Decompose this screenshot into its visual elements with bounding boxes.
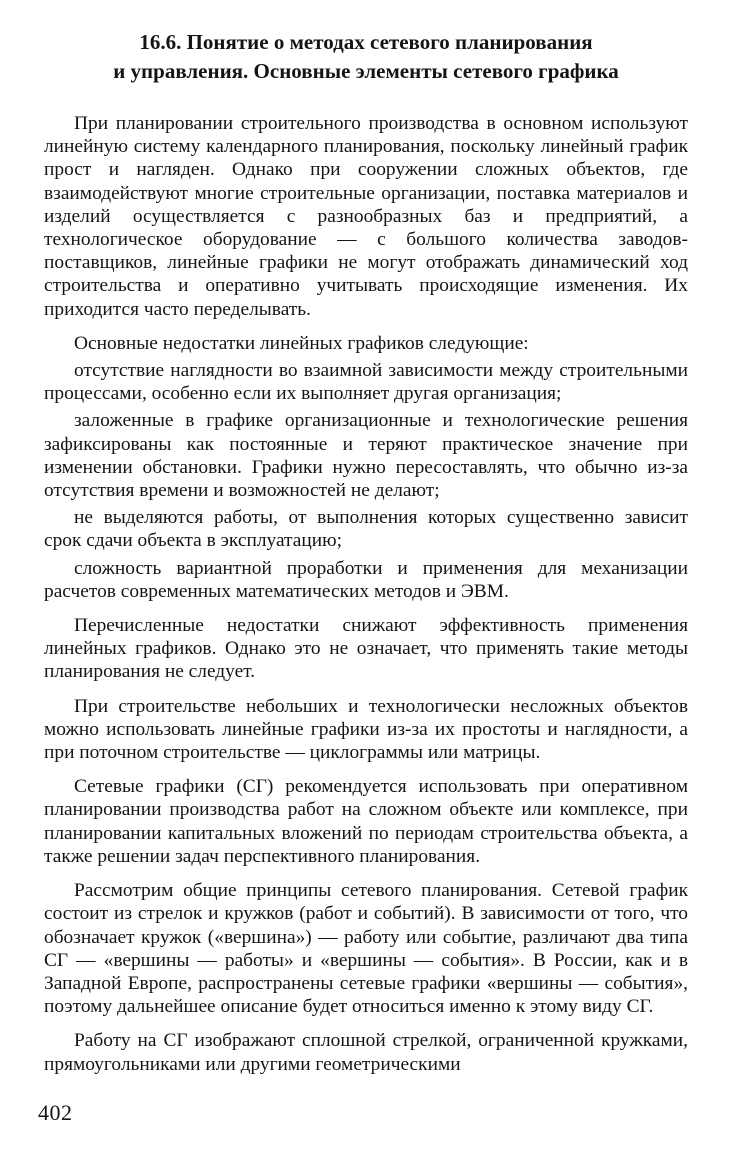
section-heading-line-1: 16.6. Понятие о методах сетевого планирования — [139, 30, 593, 54]
paragraph-network-graphs: Сетевые графики (СГ) рекомендуется использовать при оперативном планировании производства работ на сложном объекте или комплексе, при планировании капитальных вложений по периодам строительства объекта, а также решении задач перспективного планирования. — [44, 776, 688, 867]
page-number: 402 — [38, 1100, 73, 1125]
paragraph-effectiveness: Перечисленные недостатки снижают эффективность применения линейных графиков. Однако это не означает, что применять такие методы планирования не следует. — [44, 615, 688, 683]
list-item-drawback-1: отсутствие наглядности во взаимной зависимости между строительными процессами, особенно если их выполняет другая организация; — [44, 360, 688, 405]
section-heading — [44, 28, 688, 86]
paragraph-small-objects: При строительстве небольших и технологически несложных объектов можно использовать линейные графики из-за их простоты и наглядности, а при поточном строительстве — циклограммы или матрицы. — [44, 695, 688, 764]
paragraph-work-arrows: Работу на СГ изображают сплошной стрелкой, ограниченной кружками, прямоугольниками или другими геометрическими — [44, 1030, 688, 1075]
section-heading-line-2: и управления. Основные элементы сетевого графика — [113, 59, 619, 83]
paragraph-drawbacks-lead: Основные недостатки линейных графиков следующие: — [74, 332, 529, 354]
page-content — [44, 28, 688, 1087]
paragraph-principles: Рассмотрим общие принципы сетевого планирования. Сетевой график состоит из стрелок и кружков (работ и событий). В зависимости от того, что обозначает кружок («вершина») — работу или событие, различают два типа СГ — «вершины — работы» и «вершины — события». В России, как и в Западной Европе, распространены сетевые графики «вершины — события», поэтому дальнейшее описание будет относиться именно к этому виду СГ. — [44, 880, 688, 1018]
paragraph-intro: При планировании строительного производства в основном используют линейную систему календарного планирования, поскольку линейный график прост и нагляден. Однако при сооружении сложных объектов, где взаимодействуют многие строительные организации, поставка материалов и изделий осуществляется с разнообразных баз и предприятий, а технологическое оборудование — с большого количества заводов-поставщиков, линейные графики не могут отображать динамический ход строительства и оперативно учитывать происходящие изменения. Их приходится часто переделывать. — [44, 113, 688, 320]
list-item-drawback-2: заложенные в графике организационные и технологические решения зафиксированы как постоянные и теряют практическое значение при изменении обстановки. Графики нужно пересоставлять, что обычно из-за отсутствия времени и возможностей не делают; — [44, 410, 688, 502]
list-item-drawback-4: сложность вариантной проработки и применения для механизации расчетов современных математических методов и ЭВМ. — [44, 557, 688, 602]
list-item-drawback-3: не выделяются работы, от выполнения которых существенно зависит срок сдачи объекта в эксплуатацию; — [44, 507, 688, 552]
